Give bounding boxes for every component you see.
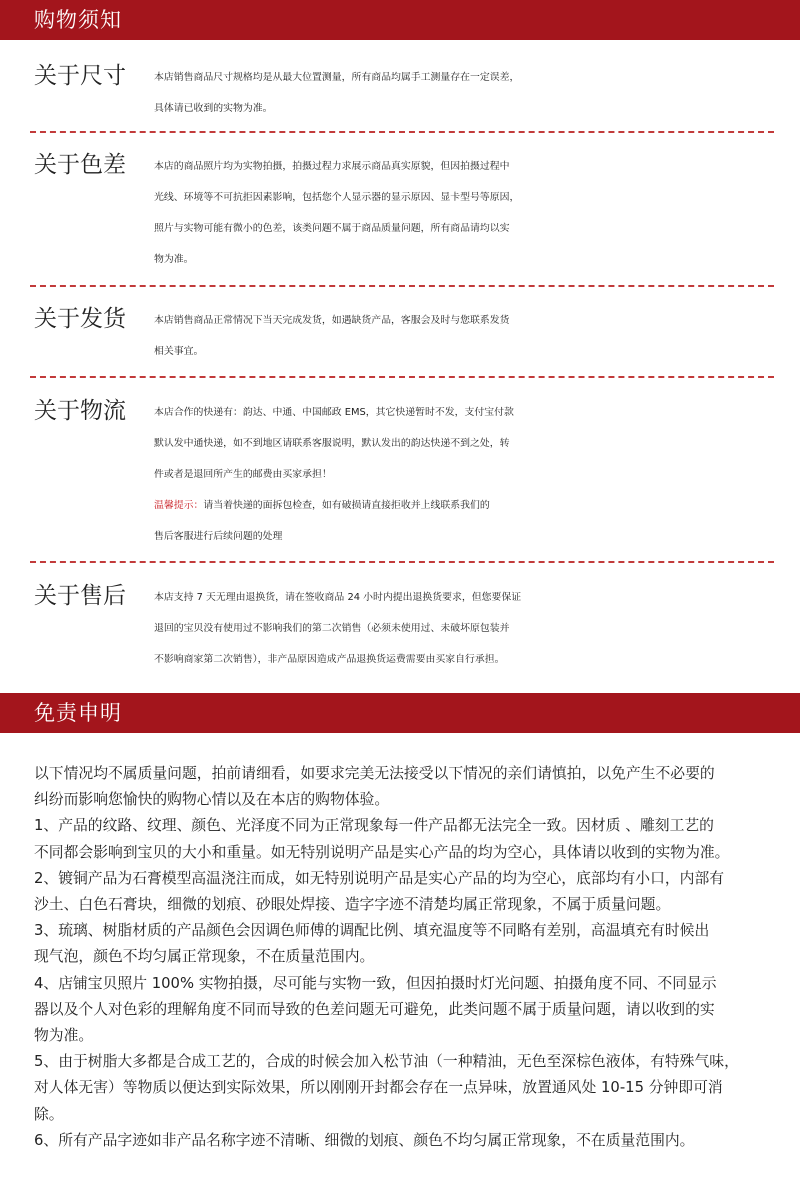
disclaimer-line: 纠纷而影响您愉快的购物心情以及在本店的购物体验。 (34, 791, 390, 809)
disclaimer-line: 6、所有产品字迹如非产品名称字迹不清晰、细微的划痕、颜色不均匀属正常现象，不在质量范围内。 (34, 1131, 695, 1149)
disclaimer-line: 除。 (34, 1105, 64, 1123)
section-body (154, 582, 798, 675)
section-label: 关于尺寸 (34, 63, 126, 89)
disclaimer-line: 现气泡，颜色不均匀属正常现象，不在质量范围内。 (34, 948, 375, 966)
body-line: 本店的商品照片均为实物拍摄，拍摄过程力求展示商品真实原貌，但因拍摄过程中 (154, 161, 510, 172)
disclaimer-line: 器以及个人对色彩的理解角度不同而导致的色差问题无可避免，此类问题不属于质量问题，请以收到的实 (34, 1000, 715, 1018)
section-body (154, 62, 798, 124)
disclaimer-body (34, 761, 774, 1154)
warning-line: 售后客服进行后续问题的处理 (154, 531, 283, 542)
body-line: 物为准。 (154, 254, 194, 265)
dashed-divider (30, 376, 774, 378)
disclaimer-line: 2、镀铜产品为石膏模型高温浇注而成，如无特别说明产品是实心产品的均为空心，底部均有小口，内部有 (34, 869, 725, 887)
disclaimer-line: 沙土、白色石膏块，细微的划痕、砂眼处焊接、造字字迹不清楚均属正常现象，不属于质量问题。 (34, 896, 671, 914)
body-line: 本店支持 7 天无理由退换货，请在签收商品 24 小时内提出退换货要求，但您要保证 (154, 592, 522, 603)
disclaimer-line: 不同都会影响到宝贝的大小和重量。如无特别说明产品是实心产品的均为空心，具体请以收到的实物为准。 (34, 843, 730, 861)
section-body (154, 151, 798, 275)
section-body (154, 397, 798, 552)
section-label: 关于色差 (34, 152, 126, 178)
body-line: 具体请已收到的实物为准。 (154, 103, 273, 114)
body-line: 照片与实物可能有微小的色差，该类问题不属于商品质量问题，所有商品请均以实 (154, 223, 510, 234)
disclaimer-header (0, 693, 800, 733)
shopping-notice-title: 购物须知 (34, 8, 122, 32)
disclaimer-line: 物为准。 (34, 1027, 94, 1045)
dashed-divider (30, 285, 774, 287)
shopping-notice-header (0, 0, 800, 40)
warning-label: 温馨提示： (154, 500, 204, 511)
disclaimer-line: 3、琉璃、树脂材质的产品颜色会因调色师傅的调配比例、填充温度等不同略有差别，高温填充有时候出 (34, 922, 710, 940)
body-line: 相关事宜。 (154, 346, 204, 357)
dashed-divider (30, 561, 774, 563)
warning-line (154, 490, 798, 521)
section-body (154, 305, 798, 367)
disclaimer-line: 5、由于树脂大多都是合成工艺的，合成的时候会加入松节油（一种精油，无色至深棕色液体，有特殊气味， (34, 1053, 739, 1071)
body-line: 本店合作的快递有：韵达、中通、中国邮政 EMS，其它快递暂时不发，支付宝付款 (154, 407, 514, 418)
dashed-divider (30, 131, 774, 133)
body-line: 不影响商家第二次销售），非产品原因造成产品退换货运费需要由买家自行承担。 (154, 654, 505, 665)
section-label: 关于发货 (34, 306, 126, 332)
disclaimer-title: 免责申明 (34, 701, 122, 725)
body-line: 退回的宝贝没有使用过不影响我们的第二次销售（必须未使用过、未破坏原包装并 (154, 623, 510, 634)
disclaimer-line: 以下情况均不属质量问题，拍前请细看，如要求完美无法接受以下情况的亲们请慎拍，以免产生不必要的 (34, 765, 715, 782)
disclaimer-line: 4、店铺宝贝照片 100% 实物拍摄，尽可能与实物一致，但因拍摄时灯光问题、拍摄角度不同、不同显示 (34, 974, 717, 992)
body-line: 光线、环境等不可抗拒因素影响，包括您个人显示器的显示原因、显卡型号等原因， (154, 192, 520, 203)
disclaimer-line: 1、产品的纹路、纹理、颜色、光泽度不同为正常现象每一件产品都无法完全一致。因材质 、雕刻工艺的 (34, 817, 714, 835)
body-line: 默认发中通快递，如不到地区请联系客服说明，默认发出的韵达快递不到之处，转 (154, 438, 510, 449)
warning-text: 请当着快递的面拆包检查，如有破损请直接拒收并上线联系我们的 (203, 500, 490, 511)
body-line: 本店销售商品正常情况下当天完成发货，如遇缺货产品，客服会及时与您联系发货 (154, 315, 510, 326)
section-label: 关于物流 (34, 398, 126, 424)
section-label: 关于售后 (34, 583, 126, 609)
disclaimer-line: 对人体无害）等物质以便达到实际效果，所以刚刚开封都会存在一点异味，放置通风处 10-15 分钟即可消 (34, 1079, 723, 1097)
body-line: 件或者是退回所产生的邮费由买家承担！ (154, 469, 332, 480)
body-line: 本店销售商品尺寸规格均是从最大位置测量，所有商品均属手工测量存在一定误差， (154, 72, 520, 83)
